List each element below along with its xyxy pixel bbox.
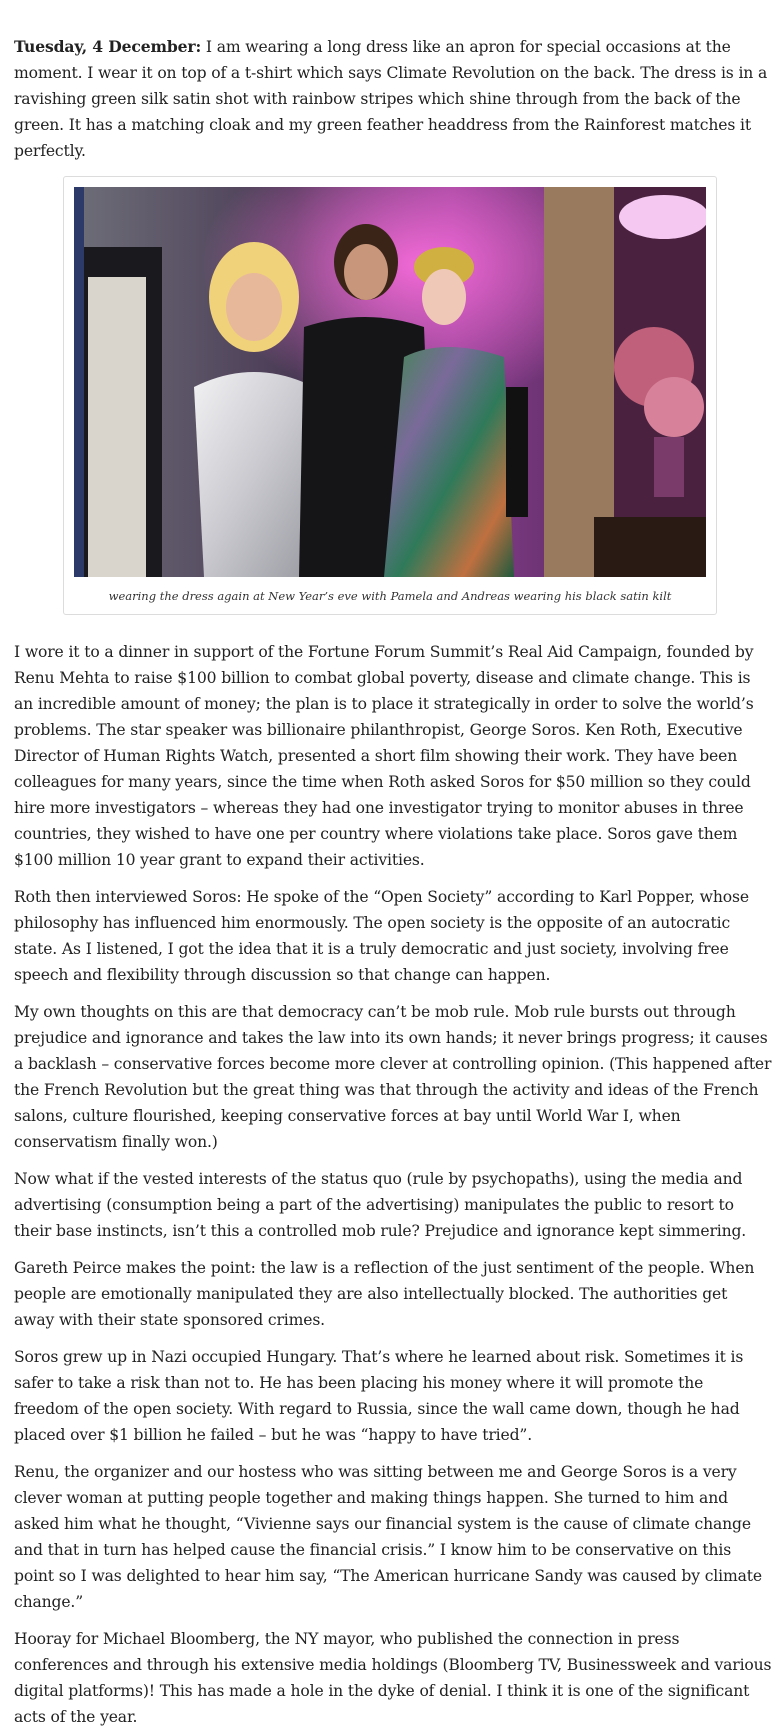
- paragraph-mob-rule: My own thoughts on this are that democracy can’t be mob rule. Mob rule bursts out through prejudice and ignorance and takes the law into its own hands; it never brings progress; it causes a backlash – conservative forces become more clever at controlling opinion. (This happened after the French Revolution but the great thing was that through the activity and ideas of the French salons, culture flourished, keeping conservative forces at bay until World War I, when conservatism finally won.): [14, 1003, 772, 1151]
- intro-text: I am wearing a long dress like an apron for special occasions at the moment. I wear it on top of a t-shirt which says Climate Revolution on the back. The dress is in a ravishing green silk satin shot with rainbow stripes which shine through from the back of the green. It has a matching cloak and my green feather headdress from the Rainforest matches it perfectly.: [14, 38, 768, 160]
- paragraph-soros-risk: Soros grew up in Nazi occupied Hungary. That’s where he learned about risk. Sometimes it is safer to take a risk than not to. He has been placing his money where it will promote the freedom of the open society. With regard to Russia, since the wall came down, though he had placed over $1 billion he failed – but he was “happy to have tried”.: [14, 1348, 744, 1444]
- paragraph-renu: Renu, the organizer and our hostess who was sitting between me and George Soros is a very clever woman at putting people together and making things happen. She turned to him and asked him what he thought, “Vivienne says our financial system is the cause of climate change and that in turn has helped cause the financial crisis.” I know him to be conservative on this point so I was delighted to hear him say, “The American hurricane Sandy was caused by climate change.”: [14, 1463, 762, 1611]
- paragraph-real-aid: I wore it to a dinner in support of the Fortune Forum Summit’s Real Aid Campaign, founded by Renu Mehta to raise $100 billion to combat global poverty, disease and climate change. This is an incredible amount of money; the plan is to place it strategically in order to solve the world’s problems. The star speaker was billionaire philanthropist, George Soros. Ken Roth, Executive Director of Human Rights Watch, presented a short film showing their work. They have been colleagues for many years, since the time when Roth asked Soros for $50 million so they could hire more investigators – whereas they had one investigator trying to monitor abuses in three countries, they wished to have one per country where violations take place. Soros gave them $100 million 10 year grant to expand their activities.: [14, 643, 754, 869]
- paragraph-bloomberg: Hooray for Michael Bloomberg, the NY mayor, who published the connection in press conferences and through his extensive media holdings (Bloomberg TV, Businessweek and various digital platforms)! This has made a hole in the dyke of denial. I think it is one of the significant acts of the year.: [14, 1630, 772, 1726]
- party-photo[interactable]: [74, 187, 706, 577]
- photo-caption: wearing the dress again at New Year’s eve with Pamela and Andreas wearing his black satin kilt: [108, 589, 672, 603]
- paragraph-open-society: Roth then interviewed Soros: He spoke of the “Open Society” according to Karl Popper, whose philosophy has influenced him enormously. The open society is the opposite of an autocratic state. As I listened, I got the idea that it is a truly democratic and just society, involving free speech and flexibility through discussion so that change can happen.: [14, 888, 749, 984]
- photo-figure: [63, 176, 717, 615]
- paragraph-gareth-peirce: Gareth Peirce makes the point: the law is a reflection of the just sentiment of the people. When people are emotionally manipulated they are also intellectually blocked. The authorities get away with their state sponsored crimes.: [14, 1259, 755, 1329]
- entry-date: Tuesday, 4 December:: [14, 37, 202, 56]
- intro-paragraph: [14, 34, 772, 164]
- paragraph-vested-interests: Now what if the vested interests of the status quo (rule by psychopaths), using the media and advertising (consumption being a part of the advertising) manipulates the public to resort to their base instincts, isn’t this a controlled mob rule? Prejudice and ignorance kept simmering.: [14, 1170, 747, 1240]
